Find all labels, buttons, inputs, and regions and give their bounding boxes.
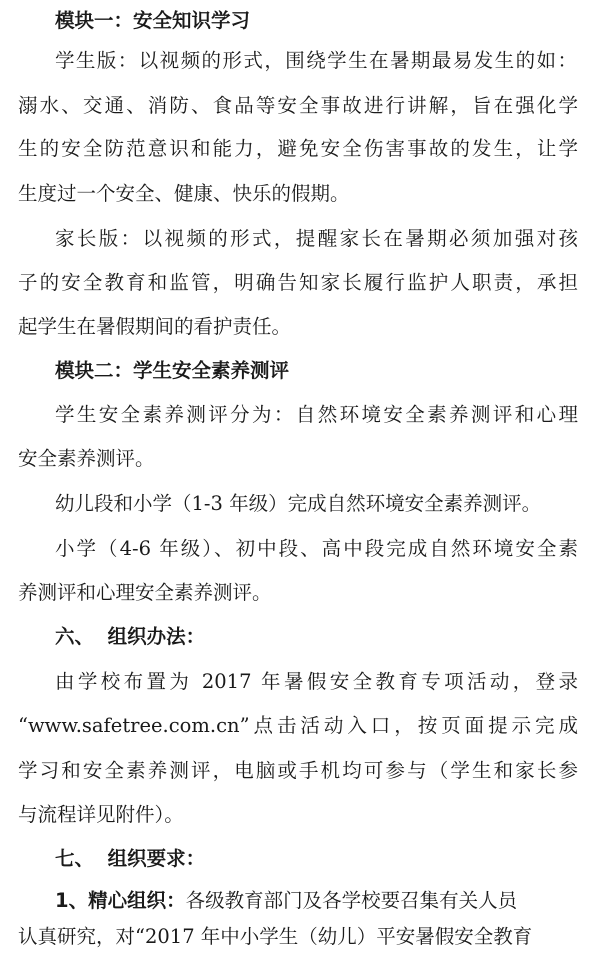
section7-item1 bbox=[55, 882, 578, 920]
section7-item1-text: 各级教育部门及各学校要召集有关人员 bbox=[185, 889, 518, 912]
module1-parent-line-2: 子的安全教育和监管，明确告知家长履行监护人职责，承担 bbox=[18, 271, 578, 294]
module2-upper-line-2: 养测评和心理安全素养测评。 bbox=[18, 581, 272, 604]
module2-intro-line-2: 安全素养测评。 bbox=[18, 447, 155, 470]
module1-heading: 模块一：安全知识学习 bbox=[55, 9, 251, 32]
module2-intro-line-1: 学生安全素养测评分为：自然环境安全素养测评和心理 bbox=[55, 403, 578, 426]
section6-body-line-3: 学习和安全素养测评，电脑或手机均可参与（学生和家长参 bbox=[18, 759, 578, 782]
section6-body-line-4: 与流程详见附件）。 bbox=[18, 803, 184, 826]
section6-body-line-1: 由学校布置为 2017 年暑假安全教育专项活动，登录 bbox=[55, 670, 578, 693]
module1-parent-line-1: 家长版：以视频的形式，提醒家长在暑期必须加强对孩 bbox=[55, 227, 578, 250]
module2-upper-line-1: 小学（4-6 年级）、初中段、高中段完成自然环境安全素 bbox=[55, 537, 578, 560]
section7-item1-label: 1、精心组织： bbox=[55, 889, 186, 912]
section7-heading: 七、 组织要求： bbox=[55, 847, 206, 870]
section7-item1-cont: 认真研究，对“2017 年中小学生（幼儿）平安暑假安全教育 bbox=[18, 925, 533, 948]
module1-student-line-1: 学生版：以视频的形式，围绕学生在暑期最易发生的如： bbox=[55, 49, 577, 72]
section6-heading: 六、 组织办法： bbox=[55, 625, 206, 648]
module1-student-line-2: 溺水、交通、消防、食品等安全事故进行讲解，旨在强化学 bbox=[18, 94, 578, 117]
module1-student-line-4: 生度过一个安全、健康、快乐的假期。 bbox=[18, 182, 350, 205]
module2-heading: 模块二：学生安全素养测评 bbox=[55, 359, 290, 382]
section6-body-line-2: “www.safetree.com.cn”点击活动入口，按页面提示完成 bbox=[18, 714, 578, 737]
module1-parent-line-3: 起学生在暑假期间的看护责任。 bbox=[18, 315, 292, 338]
module2-primary-lower: 幼儿段和小学（1-3 年级）完成自然环境安全素养测评。 bbox=[55, 492, 542, 515]
module1-student-line-3: 生的安全防范意识和能力，避免安全伤害事故的发生，让学 bbox=[18, 137, 578, 160]
